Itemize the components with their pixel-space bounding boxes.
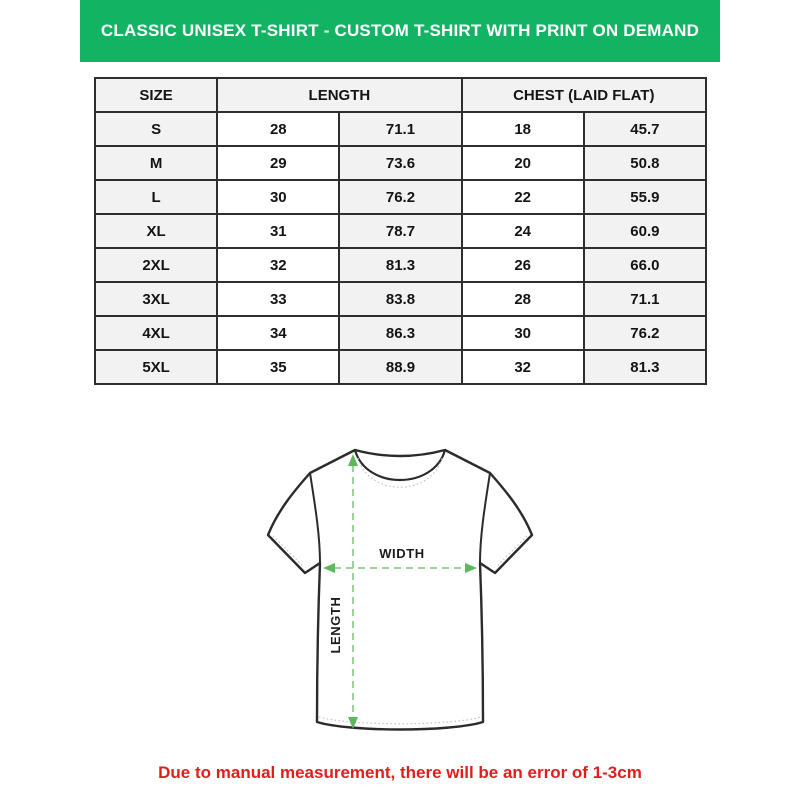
size-table-body [95, 112, 706, 384]
size-cell: S [95, 112, 217, 146]
table-row [95, 282, 706, 316]
size-cell: 3XL [95, 282, 217, 316]
table-row [95, 316, 706, 350]
width-label: WIDTH [379, 546, 425, 561]
length-cm-cell: 76.2 [339, 180, 461, 214]
chest-inches-cell: 18 [462, 112, 584, 146]
length-inches-cell: 30 [217, 180, 339, 214]
chest-inches-cell: 32 [462, 350, 584, 384]
chest-cm-cell: 55.9 [584, 180, 706, 214]
length-inches-cell: 35 [217, 350, 339, 384]
size-cell: L [95, 180, 217, 214]
chest-cm-cell: 81.3 [584, 350, 706, 384]
length-inches-cell: 34 [217, 316, 339, 350]
size-cell: 5XL [95, 350, 217, 384]
length-cm-cell: 71.1 [339, 112, 461, 146]
chest-inches-cell: 28 [462, 282, 584, 316]
chest-inches-cell: 30 [462, 316, 584, 350]
length-inches-cell: 28 [217, 112, 339, 146]
length-cm-cell: 86.3 [339, 316, 461, 350]
size-table [94, 77, 707, 385]
tshirt-outline-drawing [250, 435, 550, 745]
size-cell: M [95, 146, 217, 180]
size-table-header [95, 78, 706, 112]
size-cell: XL [95, 214, 217, 248]
measurement-note: Due to manual measurement, there will be an error of 1-3cm [158, 763, 642, 782]
size-table-container [94, 77, 707, 385]
chest-cm-cell: 71.1 [584, 282, 706, 316]
page-title: CLASSIC UNISEX T-SHIRT - CUSTOM T-SHIRT WITH PRINT ON DEMAND [100, 21, 700, 40]
size-cell: 2XL [95, 248, 217, 282]
length-cm-cell: 88.9 [339, 350, 461, 384]
chest-inches-cell: 24 [462, 214, 584, 248]
chest-cm-cell: 45.7 [584, 112, 706, 146]
chest-inches-cell: 20 [462, 146, 584, 180]
col-header-chest: CHEST (LAID FLAT) [462, 78, 706, 112]
table-row [95, 248, 706, 282]
table-row [95, 112, 706, 146]
length-label: LENGTH [328, 596, 343, 654]
chest-cm-cell: 50.8 [584, 146, 706, 180]
chest-inches-cell: 22 [462, 180, 584, 214]
table-row [95, 180, 706, 214]
chest-inches-cell: 26 [462, 248, 584, 282]
length-inches-cell: 31 [217, 214, 339, 248]
chest-cm-cell: 66.0 [584, 248, 706, 282]
length-inches-cell: 32 [217, 248, 339, 282]
chest-cm-cell: 60.9 [584, 214, 706, 248]
length-cm-cell: 83.8 [339, 282, 461, 316]
length-inches-cell: 29 [217, 146, 339, 180]
title-banner [80, 0, 720, 62]
length-cm-cell: 73.6 [339, 146, 461, 180]
length-cm-cell: 78.7 [339, 214, 461, 248]
length-cm-cell: 81.3 [339, 248, 461, 282]
table-row [95, 214, 706, 248]
col-header-length: LENGTH [217, 78, 461, 112]
tshirt-measurement-diagram [250, 435, 550, 745]
size-cell: 4XL [95, 316, 217, 350]
col-header-size: SIZE [95, 78, 217, 112]
table-row [95, 350, 706, 384]
table-row [95, 146, 706, 180]
chest-cm-cell: 76.2 [584, 316, 706, 350]
tshirt-body-outline [268, 450, 532, 730]
length-inches-cell: 33 [217, 282, 339, 316]
